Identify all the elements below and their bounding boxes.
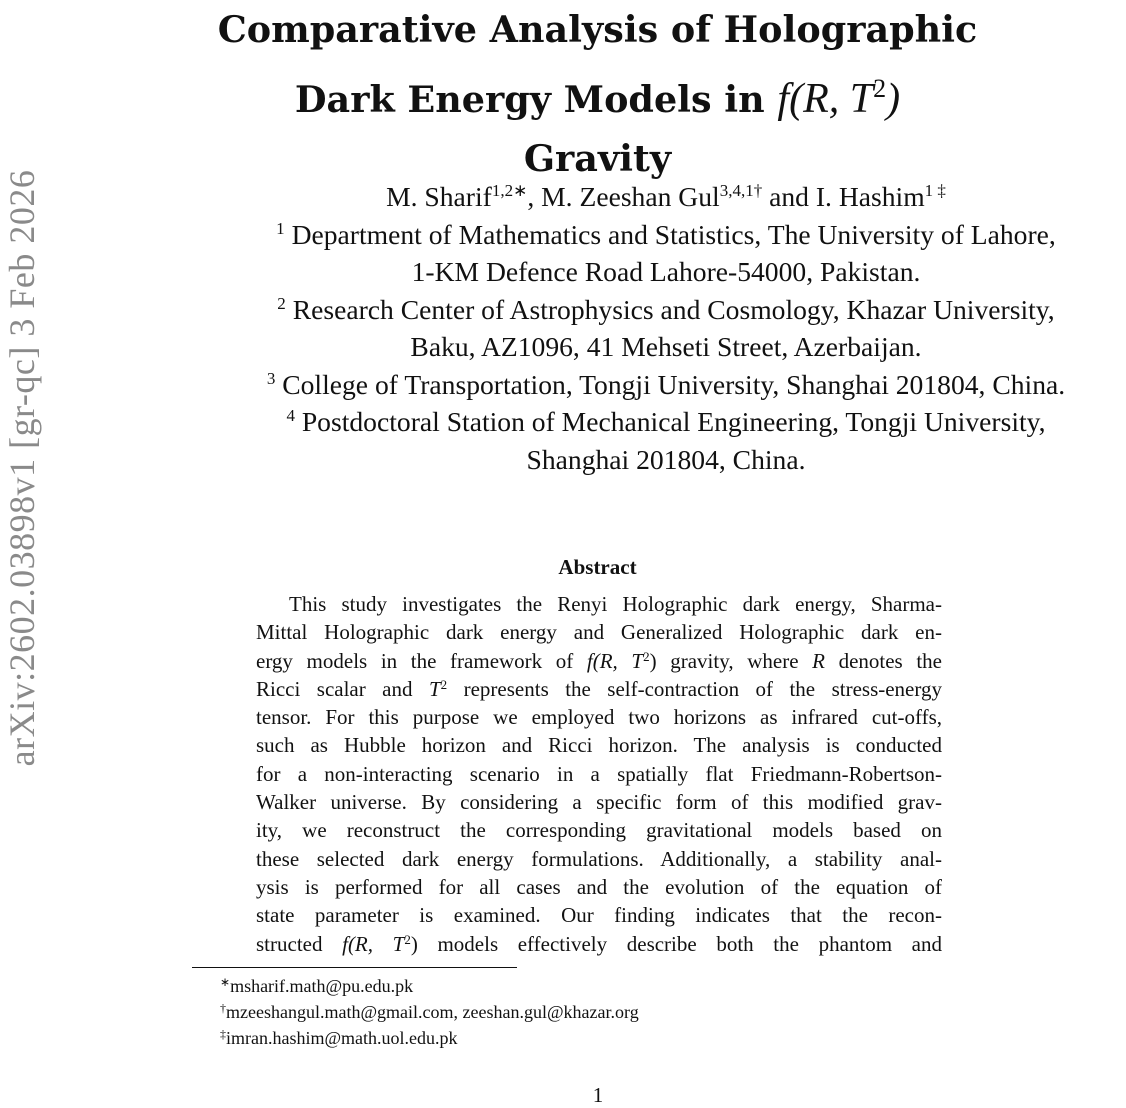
footnote-2-mark: † [220,1001,226,1015]
math-superscript: 2 [643,648,650,664]
footnote-1-mark: ∗ [220,975,231,989]
footnotes [220,973,639,1051]
affiliation-4-text: Postdoctoral Station of Mechanical Engineering, Tongji University, [294,406,1046,437]
paper-title [190,0,1005,188]
abstract-text: ) [410,931,418,956]
page-number: 1 [592,1083,604,1107]
footnote-3 [220,1025,639,1051]
abstract-line: Mittal Holographic dark energy and Generalized Holographic dark en- [256,620,942,645]
affiliation-2-line-1 [200,291,1126,329]
footnote-rule [192,967,517,968]
author-list [200,178,1126,216]
footnote-3-mark: ‡ [220,1027,226,1041]
title-line-1: Comparative Analysis of Holographic [217,8,978,51]
abstract-text: models effectively describe both the phantom and [417,931,942,956]
abstract-line: such as Hubble horizon and Ricci horizon. The analysis is conducted [256,733,942,758]
math-superscript: 2 [440,676,448,692]
affiliation-3-number: 3 [266,368,276,388]
arxiv-stamp [0,0,44,820]
title-math-sup: 2 [873,74,887,103]
abstract-text: ) [649,648,657,673]
affiliation-2-line-2: Baku, AZ1096, 41 Mehseti Street, Azerbaijan. [410,331,922,362]
affiliation-2-text: Research Center of Astrophysics and Cosmology, Khazar University, [285,293,1055,325]
author-1-marks: 1,2∗ [491,181,528,200]
title-line-3: Gravity [523,137,672,180]
footnote-2 [220,999,639,1025]
math-symbol: f(R, T [342,931,405,956]
abstract-body [256,590,942,958]
footnote-1-email[interactable]: msharif.math@pu.edu.pk [230,976,414,996]
abstract-text: gravity, where [656,648,813,673]
affiliation-1-line-1 [200,216,1126,254]
footnote-2-email[interactable]: mzeeshangul.math@gmail.com, zeeshan.gul@khazar.org [226,1002,639,1022]
math-symbol: R [812,648,825,673]
title-math-args: (R, T [789,76,874,122]
abstract-line: ysis is performed for all cases and the evolution of the equation of [256,874,942,899]
abstract-text: ergy models in the framework of [256,648,587,673]
affiliation-1-text: Department of Mathematics and Statistics, The University of Lahore, [284,218,1056,250]
math-superscript: 2 [404,931,411,947]
math-symbol: f(R, T [586,648,644,673]
title-line-2-text: Dark Energy Models in [294,78,778,121]
author-separator-2: and [762,181,816,212]
abstract-line: ity, we reconstruct the corresponding gravitational models based on [256,818,942,843]
title-math-close: ) [886,76,901,122]
abstract-text: represents the self-contraction of the stress-energy [447,676,942,701]
abstract-text: structed [256,931,343,956]
authors-block [200,178,1126,478]
author-2-marks: 3,4,1† [719,181,763,200]
abstract-line: these selected dark energy formulations. Additionally, a stability anal- [256,846,942,871]
footnote-3-email[interactable]: imran.hashim@math.uol.edu.pk [226,1028,458,1048]
abstract-line: Walker universe. By considering a specific form of this modified grav- [256,790,942,815]
author-separator-1: , [527,181,542,212]
abstract-line [256,647,942,675]
abstract-text: denotes the [824,648,943,673]
title-math [777,76,900,122]
affiliation-2-number: 2 [277,293,286,313]
math-symbol: T [428,676,441,701]
abstract-line: for a non-interacting scenario in a spatially flat Friedmann-Robertson- [256,761,942,786]
abstract-line [256,675,942,703]
affiliation-4-line-1 [200,403,1126,441]
arxiv-identifier[interactable]: arXiv:2602.03898v1 [gr-qc] 3 Feb 2026 [2,169,42,767]
affiliation-4-line-2: Shanghai 201804, China. [526,443,806,475]
author-1: M. Sharif [386,181,492,212]
affiliation-3-line-1 [200,366,1126,404]
affiliation-1-number: 1 [276,218,285,238]
abstract-line: This study investigates the Renyi Holographic dark energy, Sharma- [289,592,942,616]
abstract-text: Ricci scalar and [256,676,429,701]
affiliation-1-line-2: 1-KM Defence Road Lahore-54000, Pakistan. [411,256,921,287]
abstract-line: tensor. For this purpose we employed two horizons as infrared cut-offs, [256,705,942,730]
abstract-line: state parameter is examined. Our finding indicates that the recon- [256,903,942,928]
author-2: M. Zeeshan Gul [541,181,720,212]
affiliation-3-text: College of Transportation, Tongji University, Shanghai 201804, China. [275,368,1066,400]
title-math-f: f [777,76,790,122]
abstract-heading: Abstract [558,555,637,579]
title-line-2 [190,59,1005,129]
abstract-line [256,930,942,958]
author-3-marks: 1 ‡ [924,181,946,200]
author-3: I. Hashim [815,181,925,212]
footnote-1 [220,973,639,999]
affiliation-4-number: 4 [286,406,295,425]
